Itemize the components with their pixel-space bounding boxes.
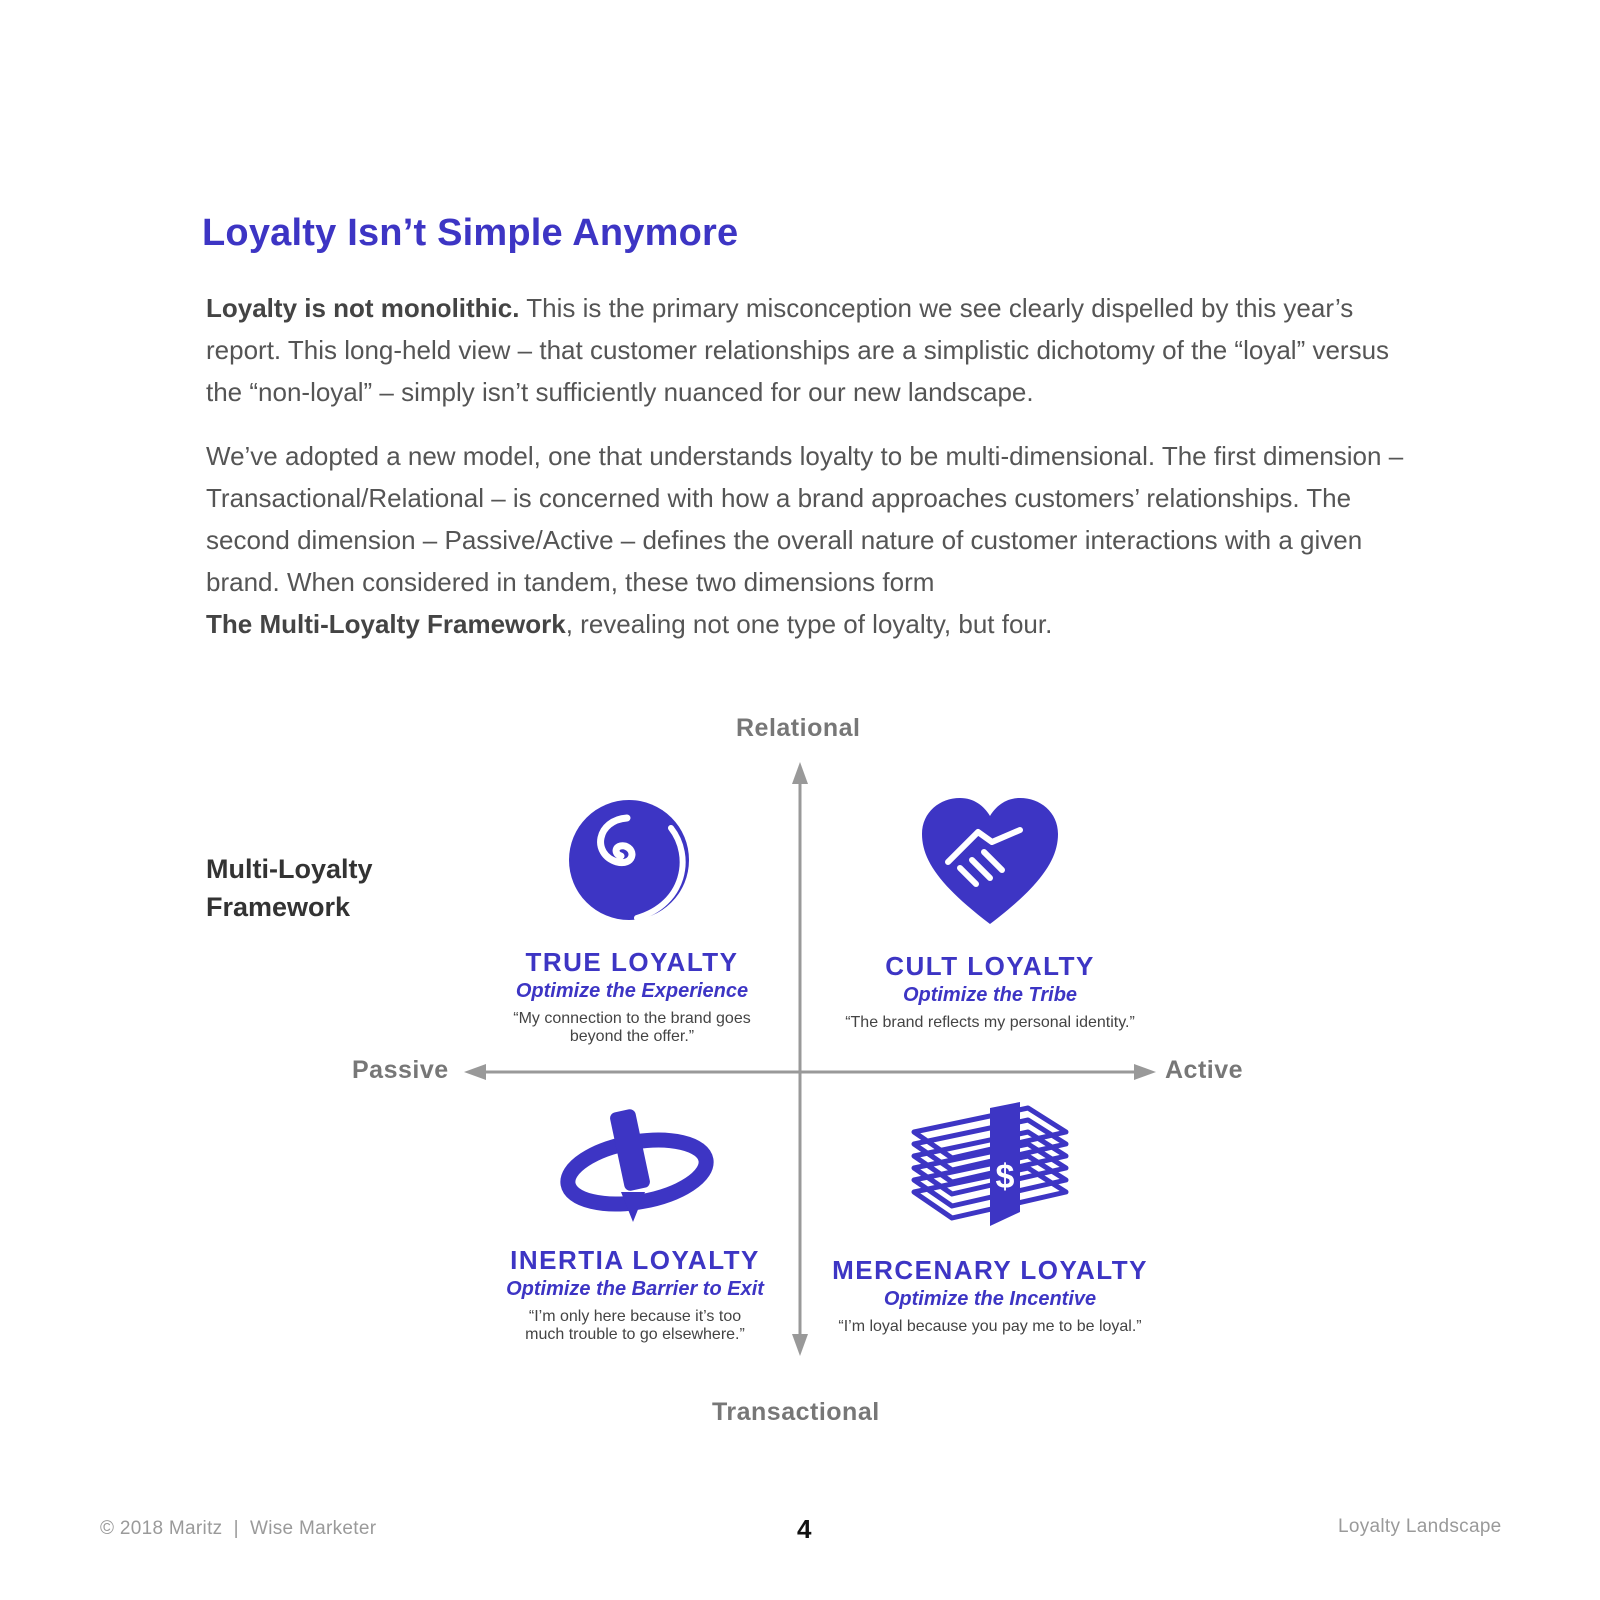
right-arrowhead: [1134, 1064, 1156, 1080]
intro-bold-lead: Loyalty is not monolithic.: [206, 293, 520, 323]
down-arrowhead: [792, 1334, 808, 1356]
spinning-top-icon: [555, 1108, 715, 1224]
quadrant-cult-loyalty: [820, 796, 1160, 1032]
inertia-loyalty-quote-line2: much trouble to go elsewhere.”: [525, 1326, 745, 1343]
inertia-loyalty-quote-line1: “I’m only here because it’s too: [528, 1308, 742, 1325]
framework-name-bold: The Multi-Loyalty Framework: [206, 609, 566, 639]
inertia-loyalty-quote: [490, 1308, 780, 1344]
axis-label-active: Active: [1165, 1056, 1244, 1084]
cult-loyalty-quote-line1: “The brand reflects my personal identity.”: [845, 1014, 1135, 1031]
cult-loyalty-subtitle: Optimize the Tribe: [902, 984, 1078, 1006]
footer-right-title: Loyalty Landscape: [1338, 1516, 1502, 1537]
axis-label-transactional: Transactional: [712, 1398, 880, 1426]
money-stack-icon: [908, 1100, 1072, 1230]
axis-label-passive: Passive: [352, 1056, 449, 1084]
true-loyalty-quote: [492, 1010, 772, 1046]
mercenary-loyalty-title: MERCENARY LOYALTY: [832, 1255, 1148, 1285]
cult-loyalty-title: CULT LOYALTY: [885, 951, 1095, 981]
up-arrowhead: [792, 762, 808, 784]
mercenary-loyalty-quote: [820, 1318, 1160, 1336]
framework-title-line2: Framework: [206, 892, 351, 922]
cult-loyalty-quote: [820, 1014, 1160, 1032]
true-loyalty-title: TRUE LOYALTY: [525, 947, 739, 977]
axis-label-relational: Relational: [736, 714, 861, 742]
model-text: We’ve adopted a new model, one that understands loyalty to be multi-dimensional. The first dimension – Transactional/Relational – is concerned with how a brand approaches customers’ relationships. The second dimension – Passive/Active – defines the overall nature of customer interactions with a given brand. When considered in tandem, these two dimensions form: [206, 441, 1404, 597]
quadrant-inertia-loyalty: [490, 1108, 780, 1344]
true-loyalty-subtitle: Optimize the Experience: [515, 980, 749, 1002]
inertia-loyalty-title: INERTIA LOYALTY: [510, 1245, 760, 1275]
model-text-end: , revealing not one type of loyalty, but four.: [565, 609, 1053, 639]
inertia-loyalty-subtitle: Optimize the Barrier to Exit: [506, 1278, 764, 1300]
mercenary-loyalty-subtitle: Optimize the Incentive: [883, 1288, 1097, 1310]
svg-text:$: $: [995, 1158, 1015, 1196]
intro-text: This is the primary misconception we see clearly dispelled by this year’s report. This long-held view – that customer relationships are a simplistic dichotomy of the “loyal” versus the “non-loyal” – simply isn’t sufficiently nuanced for our new landscape.: [206, 293, 1390, 407]
footer-left-credit: © 2018 Maritz | Wise Marketer: [100, 1518, 377, 1539]
quadrant-mercenary-loyalty: [820, 1100, 1160, 1336]
framework-title-line1: Multi-Loyalty: [206, 854, 373, 884]
true-loyalty-quote-line2: beyond the offer.”: [569, 1028, 695, 1045]
swirl-icon: [567, 796, 697, 926]
left-arrowhead: [464, 1064, 486, 1080]
heart-handshake-icon: [920, 796, 1060, 928]
page-title: Loyalty Isn’t Simple Anymore: [202, 212, 739, 254]
quadrant-true-loyalty: [492, 796, 772, 1046]
mercenary-loyalty-quote-line1: “I’m loyal because you pay me to be loyal.”: [838, 1318, 1142, 1335]
true-loyalty-quote-line1: “My connection to the brand goes: [513, 1010, 751, 1027]
page-number: 4: [797, 1514, 812, 1544]
